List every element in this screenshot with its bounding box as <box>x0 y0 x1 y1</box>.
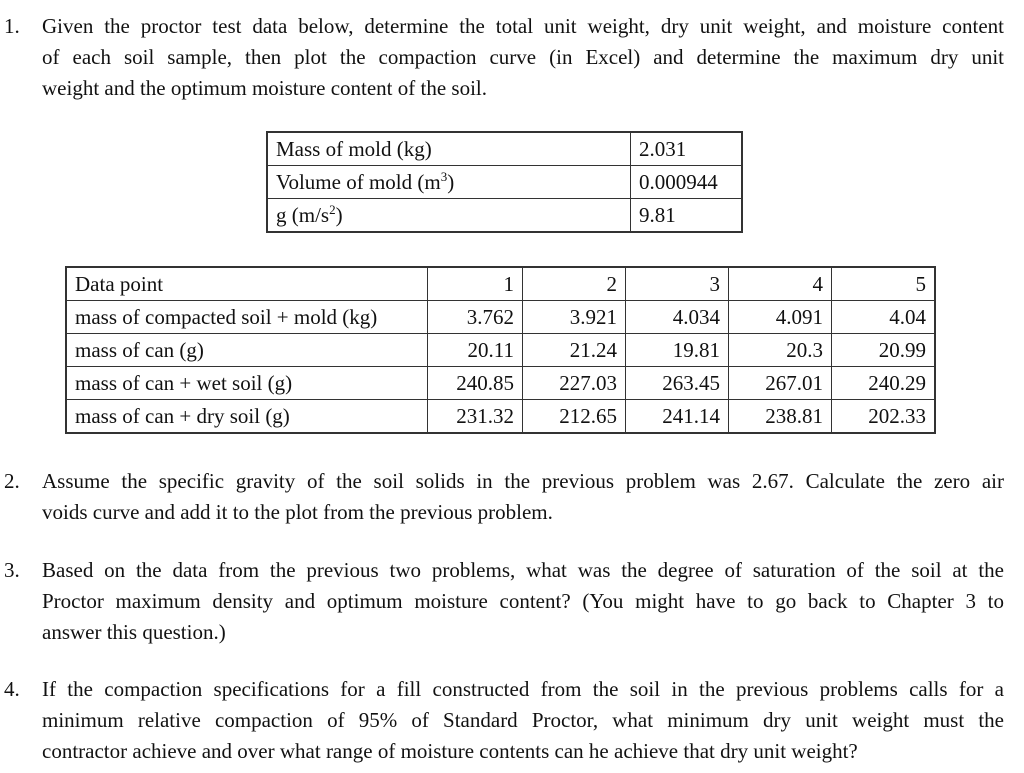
table-cell: 227.03 <box>523 367 626 400</box>
table-cell: 240.85 <box>428 367 523 400</box>
question-number: 1. <box>4 14 20 38</box>
question-2 <box>0 466 1004 528</box>
table-cell: 2.031 <box>631 132 743 166</box>
table-cell: 20.3 <box>729 334 832 367</box>
table-cell: 9.81 <box>631 199 743 233</box>
data-table <box>65 266 936 434</box>
table-cell: mass of can (g) <box>66 334 428 367</box>
question-text <box>42 466 1004 528</box>
question-3 <box>0 555 1004 648</box>
table-row <box>267 199 742 233</box>
text-line: contractor achieve and over what range of moisture contents can he achieve that dry unit weight? <box>42 739 858 763</box>
label-text: ) <box>335 203 343 227</box>
table-cell: 4.034 <box>626 301 729 334</box>
table-cell: 4.091 <box>729 301 832 334</box>
table-row <box>66 367 935 400</box>
table-cell: Data point <box>66 267 428 301</box>
table-cell: 238.81 <box>729 400 832 434</box>
table-cell: 19.81 <box>626 334 729 367</box>
table-cell: 267.01 <box>729 367 832 400</box>
table-cell: 202.33 <box>832 400 936 434</box>
table-cell: Mass of mold (kg) <box>267 132 631 166</box>
table-cell: 3.762 <box>428 301 523 334</box>
table-cell: 3.921 <box>523 301 626 334</box>
question-number: 4. <box>4 677 20 701</box>
question-text <box>42 555 1004 648</box>
text-line: If the compaction specifications for a fill constructed from the soil in the previous problems calls for a <box>42 677 1004 701</box>
question-number: 2. <box>4 469 20 493</box>
table-row <box>267 132 742 166</box>
table-cell: 231.32 <box>428 400 523 434</box>
table-cell: 240.29 <box>832 367 936 400</box>
table-row <box>66 400 935 434</box>
text-line: answer this question.) <box>42 620 226 644</box>
question-4 <box>0 674 1004 767</box>
table-cell <box>267 166 631 199</box>
table-cell: 4 <box>729 267 832 301</box>
question-1 <box>0 11 1004 104</box>
text-line: of each soil sample, then plot the compaction curve (in Excel) and determine the maximum dry unit <box>42 45 1004 69</box>
label-text: ) <box>447 170 455 194</box>
table-cell: 3 <box>626 267 729 301</box>
table-cell: 21.24 <box>523 334 626 367</box>
table-cell: 2 <box>523 267 626 301</box>
table-cell: 5 <box>832 267 936 301</box>
text-line: Based on the data from the previous two problems, what was the degree of saturation of the soil at the <box>42 558 1004 582</box>
table-cell: mass of compacted soil + mold (kg) <box>66 301 428 334</box>
table-row <box>66 267 935 301</box>
table-cell: 263.45 <box>626 367 729 400</box>
question-number: 3. <box>4 558 20 582</box>
superscript: 2 <box>329 202 336 217</box>
superscript: 3 <box>440 169 448 184</box>
text-line: weight and the optimum moisture content of the soil. <box>42 76 488 100</box>
label-text: Volume of mold (m <box>276 170 441 194</box>
text-line: voids curve and add it to the plot from the previous problem. <box>42 500 553 524</box>
table-row <box>267 166 742 199</box>
table-cell: mass of can + wet soil (g) <box>66 367 428 400</box>
table-row <box>66 301 935 334</box>
table-cell: 4.04 <box>832 301 936 334</box>
table-cell: 212.65 <box>523 400 626 434</box>
table-cell: 1 <box>428 267 523 301</box>
table-cell: 241.14 <box>626 400 729 434</box>
mold-table <box>266 131 743 233</box>
table-cell: 20.11 <box>428 334 523 367</box>
table-cell <box>267 199 631 233</box>
table-cell: 20.99 <box>832 334 936 367</box>
table-row <box>66 334 935 367</box>
text-line: Assume the specific gravity of the soil solids in the previous problem was 2.67. Calculate the zero air <box>42 469 1004 493</box>
question-text <box>42 674 1004 767</box>
text-line: Given the proctor test data below, determine the total unit weight, dry unit weight, and moisture content <box>42 14 1004 38</box>
label-text: g (m/s <box>276 203 330 227</box>
table-cell: mass of can + dry soil (g) <box>66 400 428 434</box>
text-line: Proctor maximum density and optimum moisture content? (You might have to go back to Chapter 3 to <box>42 589 1004 613</box>
question-text <box>42 11 1004 104</box>
text-line: minimum relative compaction of 95% of Standard Proctor, what minimum dry unit weight must the <box>42 708 1004 732</box>
table-cell: 0.000944 <box>631 166 743 199</box>
